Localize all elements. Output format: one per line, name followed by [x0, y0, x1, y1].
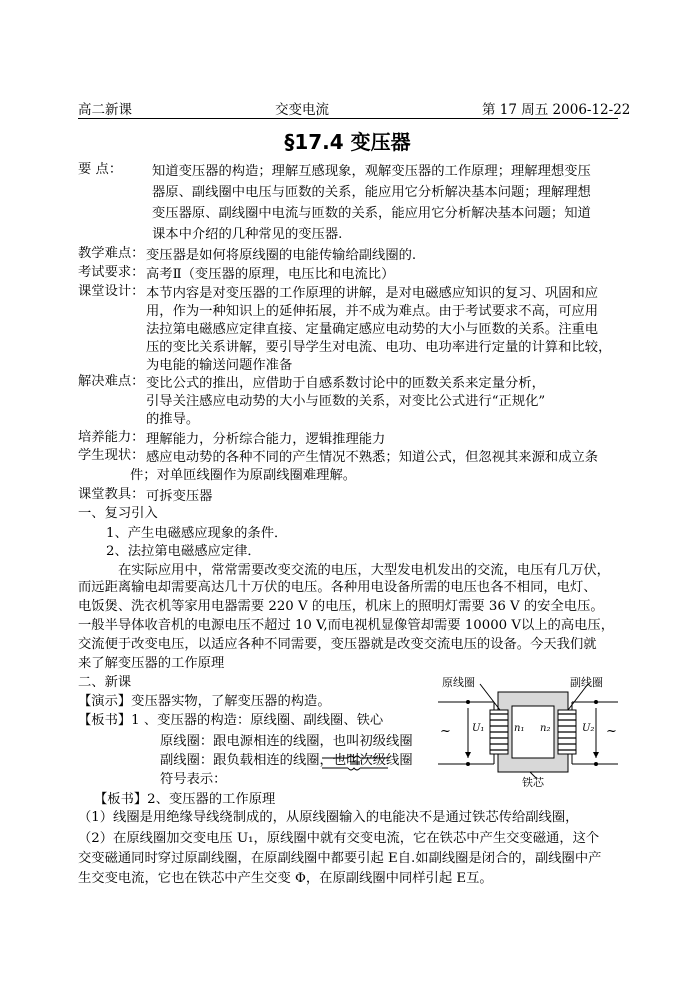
review-item: 2、法拉第电磁感应定律． [106, 544, 261, 559]
difficulty-label: 教学难点： [78, 246, 145, 261]
intro-line: 而远距离输电却需要高达几十万伏的电压。各种用电设备所需的电压也各不相同，电灯、 [78, 580, 597, 595]
status-line: 件；对单匝线圈作为原副线圈难理解。 [130, 468, 357, 483]
primary-coil-label: 原线圈 [442, 676, 475, 689]
status-label: 学生现状： [78, 448, 145, 463]
header-date: 第 17 周五 2006-12-22 [482, 102, 631, 118]
demo-line: 【演示】变压器实物，了解变压器的构造。 [78, 694, 331, 709]
status-line: 感应电动势的各种不同的产生情况不熟悉；知道公式，但忽视其来源和成立条 [146, 450, 599, 465]
key-points-line: 课本中介绍的几种常见的变压器. [152, 227, 343, 242]
transformer-symbol-icon [322, 751, 388, 777]
key-points-line: 变压器原、副线圈中电流与匝数的关系，能应用它分析解决基本问题；知道 [152, 206, 591, 221]
primary-coil-def: 原线圈：跟电源相连的线圈，也叫初级线圈 [160, 734, 413, 749]
ability-text: 理解能力，分析综合能力，逻辑推理能力 [146, 432, 386, 447]
solve-label: 解决难点： [78, 374, 145, 389]
key-points-line: 器原、副线圈中电压与匝数的关系，能应用它分析解决基本问题；理解理想 [152, 185, 591, 200]
exam-label: 考试要求： [78, 265, 145, 280]
ac-left-label: ~ [440, 724, 451, 739]
solve-line: 引导关注感应电动势的大小与匝数的关系，对变比公式进行“正规化” [146, 394, 546, 409]
intro-line: 交流便于改变电压，以适应各种不同需要，变压器就是改变交流电压的设备。今天我们就 [78, 637, 597, 652]
board-principle-line: 【板书】2、变压器的工作原理 [94, 792, 276, 807]
u2-label: U₂ [582, 723, 595, 734]
transformer-diagram [438, 674, 618, 789]
symbol-label: 符号表示： [160, 772, 227, 787]
intro-line: 在实际应用中，常常需要改变交流的电压，大型发电机发出的交流，电压有几万伏， [118, 563, 610, 578]
header-rule [78, 118, 618, 119]
header-chapter: 交变电流 [275, 102, 329, 118]
design-line: 本节内容是对变压器的工作原理的讲解，是对电磁感应知识的复习、巩固和应 [146, 286, 599, 301]
secondary-coil-def: 副线圈：跟负载相连的线圈，也叫次级线圈 [160, 753, 413, 768]
review-heading: 一、复习引入 [78, 506, 158, 521]
page-title: §17.4 变压器 [284, 130, 411, 154]
n1-label: n₁ [514, 723, 525, 734]
principle-p2-line: 交变磁通同时穿过原副线圈，在原副线圈中都要引起 E自.如副线圈是闭合的，副线圈中产 [78, 851, 602, 866]
tools-label: 课堂教具： [78, 487, 145, 502]
u1-label: U₁ [472, 723, 485, 734]
board-structure-line: 【板书】1 、变压器的构造：原线圈、副线圈、铁心 [78, 713, 384, 728]
principle-p1: （1）线圈是用绝缘导线绕制成的，从原线圈输入的电能决不是通过铁芯传给副线圈， [78, 810, 579, 825]
exam-text: 高考Ⅱ（变压器的原理，电压比和电流比） [146, 267, 395, 282]
design-label: 课堂设计： [78, 284, 145, 299]
intro-line: 电饭煲、洗衣机等家用电器需要 220 V 的电压，机床上的照明灯需要 36 V 的安全电压。 [78, 599, 604, 614]
new-lesson-heading: 二、新课 [78, 675, 132, 690]
design-line: 压的变比关系讲解，要引导学生对电流、电功、电功率进行定量的计算和比较， [146, 340, 612, 355]
core-label: 铁芯 [522, 776, 544, 789]
ac-right-label: ~ [606, 724, 617, 739]
design-line: 为电能的输送问题作准备 [146, 358, 293, 373]
principle-p2-line: （2）在原线圈加交变电压 U₁，原线圈中就有交变电流，它在铁芯中产生交变磁通，这个 [78, 831, 600, 846]
principle-p2-line: 生交变电流，它也在铁芯中产生交变 Φ，在原副线圈中同样引起 E互。 [78, 871, 493, 886]
header-course: 高二新课 [78, 102, 132, 118]
review-item: 1、产生电磁感应现象的条件． [106, 526, 288, 541]
intro-line: 来了解变压器的工作原理 [78, 656, 225, 671]
design-line: 用，作为一种知识上的延伸拓展，并不成为难点。由于考试要求不高，可应用 [146, 304, 599, 319]
design-line: 法拉第电磁感应定律直接、定量确定感应电动势的大小与匝数的关系。注重电 [146, 322, 599, 337]
solve-line: 变比公式的推出，应借助于自感系数讨论中的匝数关系来定量分析， [146, 376, 545, 391]
secondary-coil-label: 副线圈 [570, 676, 603, 689]
key-points-label: 要 点： [78, 162, 123, 177]
difficulty-text: 变压器是如何将原线圈的电能传输给副线圈的. [146, 248, 417, 263]
ability-label: 培养能力： [78, 430, 145, 445]
n2-label: n₂ [540, 723, 551, 734]
key-points-line: 知道变压器的构造；理解互感现象，观解变压器的工作原理；理解理想变压 [152, 164, 591, 179]
solve-line: 的推导。 [146, 412, 200, 427]
intro-line: 一般半导体收音机的电源电压不超过 10 V,而电视机显像管却需要 10000 V以上的高电压， [78, 618, 615, 633]
tools-text: 可拆变压器 [146, 489, 213, 504]
